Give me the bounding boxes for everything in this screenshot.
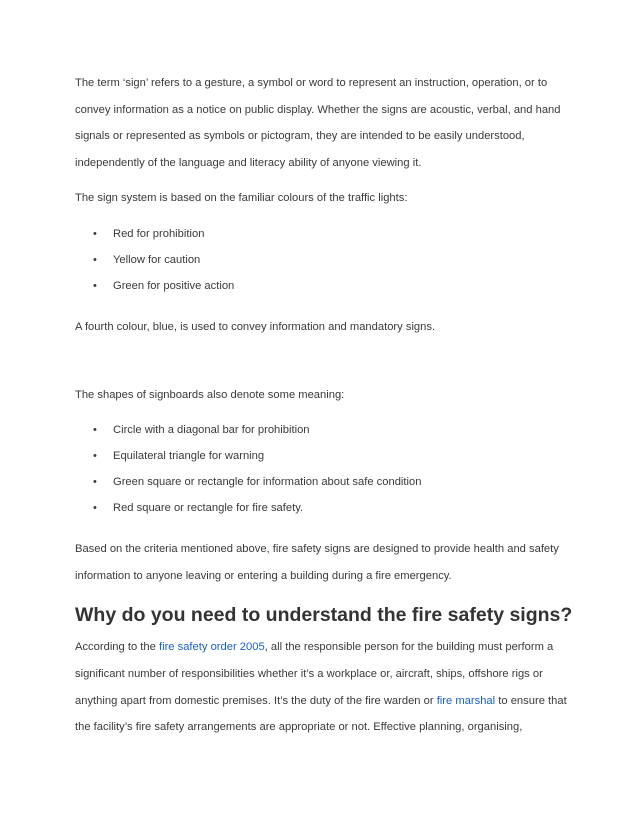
intro-paragraph: The term ‘sign’ refers to a gesture, a symbol or word to represent an instruction, operation, or to convey information as a notice on public display. Whether the signs are acoustic, verbal, and hand signals or represented as symbols or pictogram, they are intended to be easily understood, independently of the language and literacy ability of anyone viewing it. [75, 77, 561, 169]
closing-paragraph: According to the fire safety order 2005, all the responsible person for the building must perform a significant number of responsibilities whether it’s a workplace or, aircraft, ships, offshore rigs or anything apart from domestic premises. It’s the duty of the fire warden or fire marshal to ensure that the facility’s fire safety arrangements are appropriate or not. Effective planning, organising, [75, 641, 567, 734]
list-item: • Red for prohibition [75, 221, 578, 247]
shapes-paragraph: The shapes of signboards also denote some meaning: [75, 388, 345, 401]
bullet-icon: • [93, 502, 97, 515]
bullet-icon: • [93, 450, 97, 463]
list-item: • Circle with a diagonal bar for prohibition [75, 417, 578, 443]
colour-list [75, 221, 578, 299]
fourth-colour-paragraph: A fourth colour, blue, is used to convey information and mandatory signs. [75, 320, 436, 333]
list-item: • Equilateral triangle for warning [75, 443, 578, 469]
list-item: • Red square or rectangle for fire safety. [75, 495, 578, 521]
section-heading: Why do you need to understand the fire safety signs? [75, 604, 573, 627]
colour-system-paragraph: The sign system is based on the familiar colours of the traffic lights: [75, 192, 408, 205]
bullet-icon: • [93, 476, 97, 489]
shape-list [75, 417, 578, 521]
bullet-icon: • [93, 227, 97, 240]
fire-marshal-link[interactable]: fire marshal [436, 694, 496, 707]
list-item: • Green for positive action [75, 273, 578, 299]
bullet-icon: • [93, 424, 97, 437]
list-item: • Yellow for caution [75, 247, 578, 273]
fire-safety-order-link[interactable]: fire safety order 2005 [158, 641, 265, 654]
list-item: • Green square or rectangle for information about safe condition [75, 469, 578, 495]
criteria-paragraph: Based on the criteria mentioned above, fire safety signs are designed to provide health and safety information to anyone leaving or entering a building during a fire emergency. [75, 543, 559, 582]
bullet-icon: • [93, 253, 97, 266]
bullet-icon: • [93, 279, 97, 292]
